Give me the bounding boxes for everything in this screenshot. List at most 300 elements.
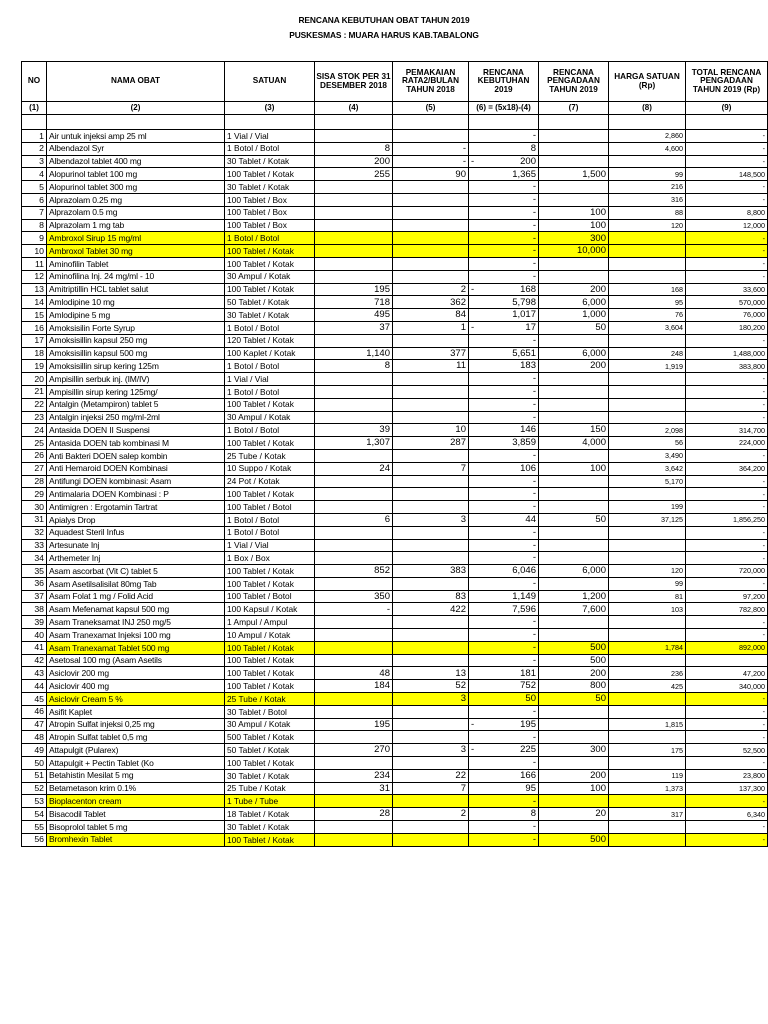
cell-usage: 52 bbox=[393, 680, 469, 693]
cell-no: 8 bbox=[22, 219, 47, 232]
cell-total: 314,700 bbox=[686, 424, 768, 437]
cell-stock bbox=[315, 616, 393, 629]
cell-no: 54 bbox=[22, 808, 47, 821]
negative-sign: - bbox=[471, 322, 475, 334]
cell-stock: 31 bbox=[315, 782, 393, 795]
cell-usage bbox=[393, 398, 469, 411]
cell-price bbox=[609, 833, 686, 846]
cell-no: 21 bbox=[22, 385, 47, 398]
cell-total: - bbox=[686, 245, 768, 258]
cell-unit: 100 Tablet / Box bbox=[225, 219, 315, 232]
cell-drug-name: Asiclovir 400 mg bbox=[47, 680, 225, 693]
cell-plan bbox=[539, 334, 609, 347]
cell-usage: 22 bbox=[393, 769, 469, 782]
cell-plan: 6,000 bbox=[539, 296, 609, 309]
cell-usage bbox=[393, 130, 469, 143]
cell-drug-name: Antalgin injeksi 250 mg/ml-2ml bbox=[47, 411, 225, 424]
cell-need: 44 bbox=[469, 513, 539, 526]
table-row bbox=[22, 462, 768, 475]
cell-unit: 30 Tablet / Kotak bbox=[225, 155, 315, 168]
cell-plan bbox=[539, 193, 609, 206]
cell-stock: 270 bbox=[315, 744, 393, 757]
cell-total: - bbox=[686, 629, 768, 642]
cell-plan bbox=[539, 501, 609, 514]
cell-need: 95 bbox=[469, 782, 539, 795]
cell-total: - bbox=[686, 334, 768, 347]
table-row bbox=[22, 629, 768, 642]
cell-stock bbox=[315, 833, 393, 846]
cell-drug-name: Bisacodil Tablet bbox=[47, 808, 225, 821]
cell-plan bbox=[539, 488, 609, 501]
table-row bbox=[22, 142, 768, 155]
cell-unit: 30 Tablet / Kotak bbox=[225, 181, 315, 194]
table-row bbox=[22, 449, 768, 462]
cell-usage: 90 bbox=[393, 168, 469, 181]
cell-usage bbox=[393, 488, 469, 501]
cell-stock bbox=[315, 475, 393, 488]
cell-need: - bbox=[469, 334, 539, 347]
cell-price bbox=[609, 616, 686, 629]
cell-no: 47 bbox=[22, 718, 47, 731]
cell-usage bbox=[393, 257, 469, 270]
cell-unit: 100 Tablet / Kotak bbox=[225, 833, 315, 846]
cell-unit: 1 Botol / Botol bbox=[225, 142, 315, 155]
cell-no: 16 bbox=[22, 321, 47, 334]
cell-drug-name: Albendazol Syr bbox=[47, 142, 225, 155]
cell-price: 3,642 bbox=[609, 462, 686, 475]
cell-unit: 25 Tube / Kotak bbox=[225, 693, 315, 706]
cell-no: 35 bbox=[22, 565, 47, 578]
cell-total: - bbox=[686, 718, 768, 731]
cell-drug-name: Atropin Sulfat tablet 0,5 mg bbox=[47, 731, 225, 744]
cell-need: 3,859 bbox=[469, 437, 539, 450]
cell-need: - bbox=[469, 475, 539, 488]
cell-need bbox=[469, 718, 539, 731]
table-row bbox=[22, 693, 768, 706]
cell-drug-name: Amoksisillin sirup kering 125m bbox=[47, 360, 225, 373]
need-value: 17 bbox=[525, 322, 536, 334]
cell-unit: 18 Tablet / Kotak bbox=[225, 808, 315, 821]
cell-stock bbox=[315, 705, 393, 718]
cell-stock bbox=[315, 193, 393, 206]
cell-no: 40 bbox=[22, 629, 47, 642]
cell-no: 32 bbox=[22, 526, 47, 539]
cell-need bbox=[469, 321, 539, 334]
cell-stock bbox=[315, 552, 393, 565]
cell-stock: 39 bbox=[315, 424, 393, 437]
cell-stock: 195 bbox=[315, 283, 393, 296]
table-row bbox=[22, 795, 768, 808]
cell-total: - bbox=[686, 833, 768, 846]
cell-total: - bbox=[686, 705, 768, 718]
cell-no: 10 bbox=[22, 245, 47, 258]
cell-stock: 852 bbox=[315, 565, 393, 578]
table-row bbox=[22, 270, 768, 283]
cell-total: - bbox=[686, 488, 768, 501]
table-row bbox=[22, 360, 768, 373]
cell-usage bbox=[393, 552, 469, 565]
cell-drug-name: Asifit Kaplet bbox=[47, 705, 225, 718]
cell-price: 168 bbox=[609, 283, 686, 296]
cell-usage: 287 bbox=[393, 437, 469, 450]
need-value: 200 bbox=[520, 155, 536, 167]
cell-stock bbox=[315, 449, 393, 462]
cell-usage: 3 bbox=[393, 744, 469, 757]
cell-unit: 100 Tablet / Box bbox=[225, 206, 315, 219]
cell-price bbox=[609, 245, 686, 258]
cell-need: - bbox=[469, 577, 539, 590]
col-header-usage: PEMAKAIAN RATA2/BULAN TAHUN 2018 bbox=[393, 62, 469, 102]
col-header-total: TOTAL RENCANA PENGADAAN TAHUN 2019 (Rp) bbox=[686, 62, 768, 102]
cell-stock bbox=[315, 693, 393, 706]
cell-stock bbox=[315, 385, 393, 398]
cell-usage bbox=[393, 334, 469, 347]
cell-drug-name: Asam ascorbat (Vit C) tablet 5 bbox=[47, 565, 225, 578]
cell-need: 7,596 bbox=[469, 603, 539, 616]
cell-usage bbox=[393, 795, 469, 808]
cell-plan bbox=[539, 539, 609, 552]
cell-total: - bbox=[686, 142, 768, 155]
cell-no: 50 bbox=[22, 757, 47, 770]
cell-stock: 37 bbox=[315, 321, 393, 334]
cell-total: - bbox=[686, 181, 768, 194]
cell-unit: 100 Tablet / Botol bbox=[225, 590, 315, 603]
cell-need: - bbox=[469, 257, 539, 270]
cell-unit: 30 Tablet / Botol bbox=[225, 705, 315, 718]
cell-plan bbox=[539, 577, 609, 590]
cell-need: - bbox=[469, 193, 539, 206]
cell-plan bbox=[539, 821, 609, 834]
cell-drug-name: Antasida DOEN tab kombinasi M bbox=[47, 437, 225, 450]
cell-usage bbox=[393, 181, 469, 194]
cell-need: - bbox=[469, 731, 539, 744]
need-value: 195 bbox=[520, 718, 536, 730]
cell-total: 383,800 bbox=[686, 360, 768, 373]
cell-drug-name: Alprazolam 0.25 mg bbox=[47, 193, 225, 206]
cell-need: - bbox=[469, 833, 539, 846]
cell-no: 1 bbox=[22, 130, 47, 143]
cell-need: - bbox=[469, 398, 539, 411]
cell-no: 39 bbox=[22, 616, 47, 629]
col-header-plan: RENCANA PENGADAAN TAHUN 2019 bbox=[539, 62, 609, 102]
cell-total: 782,800 bbox=[686, 603, 768, 616]
cell-unit: 1 Botol / Botol bbox=[225, 360, 315, 373]
table-row bbox=[22, 347, 768, 360]
cell-plan bbox=[539, 181, 609, 194]
cell-drug-name: Amlodipine 10 mg bbox=[47, 296, 225, 309]
table-row bbox=[22, 309, 768, 322]
cell-usage bbox=[393, 757, 469, 770]
cell-plan: 200 bbox=[539, 283, 609, 296]
cell-total: 1,856,250 bbox=[686, 513, 768, 526]
document-subtitle: PUSKESMAS : MUARA HARUS KAB.TABALONG bbox=[289, 30, 479, 40]
cell-unit: 100 Tablet / Kotak bbox=[225, 577, 315, 590]
cell-no: 14 bbox=[22, 296, 47, 309]
cell-total: - bbox=[686, 526, 768, 539]
table-row bbox=[22, 411, 768, 424]
cell-usage: 2 bbox=[393, 808, 469, 821]
cell-unit: 100 Tablet / Kotak bbox=[225, 654, 315, 667]
cell-total: 33,600 bbox=[686, 283, 768, 296]
cell-usage bbox=[393, 411, 469, 424]
cell-price: 99 bbox=[609, 168, 686, 181]
cell-total: - bbox=[686, 398, 768, 411]
cell-need: - bbox=[469, 373, 539, 386]
cell-price: 425 bbox=[609, 680, 686, 693]
cell-no: 11 bbox=[22, 257, 47, 270]
negative-sign: - bbox=[471, 283, 475, 295]
cell-usage: 3 bbox=[393, 513, 469, 526]
cell-total: 180,200 bbox=[686, 321, 768, 334]
cell-plan: 6,000 bbox=[539, 565, 609, 578]
cell-plan: 200 bbox=[539, 360, 609, 373]
cell-plan: 10,000 bbox=[539, 245, 609, 258]
col-header-stock: SISA STOK PER 31 DESEMBER 2018 bbox=[315, 62, 393, 102]
cell-drug-name: Amlodipine 5 mg bbox=[47, 309, 225, 322]
cell-plan bbox=[539, 757, 609, 770]
cell-price: 1,919 bbox=[609, 360, 686, 373]
cell-drug-name: Asam Tranexamat Injeksi 100 mg bbox=[47, 629, 225, 642]
col-number: (9) bbox=[686, 102, 768, 115]
cell-no: 43 bbox=[22, 667, 47, 680]
cell-need: - bbox=[469, 449, 539, 462]
cell-price: 236 bbox=[609, 667, 686, 680]
cell-total: - bbox=[686, 552, 768, 565]
cell-unit: 100 Tablet / Kotak bbox=[225, 245, 315, 258]
cell-need: - bbox=[469, 270, 539, 283]
cell-plan: 500 bbox=[539, 833, 609, 846]
cell-plan: 50 bbox=[539, 321, 609, 334]
cell-need: - bbox=[469, 219, 539, 232]
cell-stock bbox=[315, 373, 393, 386]
cell-no: 20 bbox=[22, 373, 47, 386]
cell-stock: 48 bbox=[315, 667, 393, 680]
cell-unit: 30 Ampul / Kotak bbox=[225, 411, 315, 424]
cell-unit: 30 Tablet / Kotak bbox=[225, 769, 315, 782]
cell-plan bbox=[539, 629, 609, 642]
cell-drug-name: Alopurinol tablet 300 mg bbox=[47, 181, 225, 194]
cell-no: 48 bbox=[22, 731, 47, 744]
cell-total: 97,200 bbox=[686, 590, 768, 603]
table-row bbox=[22, 283, 768, 296]
cell-drug-name: Asam Tranexamat Tablet 500 mg bbox=[47, 641, 225, 654]
cell-total: 570,000 bbox=[686, 296, 768, 309]
cell-unit: 1 Box / Box bbox=[225, 552, 315, 565]
cell-drug-name: Ampisillin sirup kering 125mg/ bbox=[47, 385, 225, 398]
cell-price: 95 bbox=[609, 296, 686, 309]
cell-drug-name: Attapulgit (Pularex) bbox=[47, 744, 225, 757]
cell-no: 6 bbox=[22, 193, 47, 206]
cell-unit: 500 Tablet / Kotak bbox=[225, 731, 315, 744]
cell-unit: 24 Pot / Kotak bbox=[225, 475, 315, 488]
cell-unit: 1 Botol / Botol bbox=[225, 424, 315, 437]
cell-need: - bbox=[469, 821, 539, 834]
cell-plan bbox=[539, 475, 609, 488]
cell-usage bbox=[393, 833, 469, 846]
cell-stock: 350 bbox=[315, 590, 393, 603]
col-number: (1) bbox=[22, 102, 47, 115]
table-row bbox=[22, 424, 768, 437]
cell-drug-name: Anti Bakteri DOEN salep kombin bbox=[47, 449, 225, 462]
cell-drug-name: Alopurinol tablet 100 mg bbox=[47, 168, 225, 181]
need-value: 168 bbox=[520, 283, 536, 295]
cell-plan: 300 bbox=[539, 744, 609, 757]
table-row bbox=[22, 296, 768, 309]
cell-need: - bbox=[469, 245, 539, 258]
cell-stock bbox=[315, 270, 393, 283]
cell-plan: 1,500 bbox=[539, 168, 609, 181]
cell-price: 56 bbox=[609, 437, 686, 450]
cell-price bbox=[609, 552, 686, 565]
cell-total: - bbox=[686, 193, 768, 206]
cell-usage: 11 bbox=[393, 360, 469, 373]
cell-no: 2 bbox=[22, 142, 47, 155]
cell-no: 12 bbox=[22, 270, 47, 283]
cell-usage bbox=[393, 577, 469, 590]
cell-total: 148,500 bbox=[686, 168, 768, 181]
cell-no: 9 bbox=[22, 232, 47, 245]
cell-need: - bbox=[469, 795, 539, 808]
cell-drug-name: Antalgin (Metampiron) tablet 5 bbox=[47, 398, 225, 411]
col-number: (7) bbox=[539, 102, 609, 115]
cell-stock: 200 bbox=[315, 155, 393, 168]
table-row bbox=[22, 680, 768, 693]
cell-no: 19 bbox=[22, 360, 47, 373]
table-row bbox=[22, 437, 768, 450]
cell-no: 31 bbox=[22, 513, 47, 526]
table-row bbox=[22, 475, 768, 488]
cell-drug-name: Betametason krim 0.1% bbox=[47, 782, 225, 795]
cell-total: - bbox=[686, 539, 768, 552]
cell-price: 3,604 bbox=[609, 321, 686, 334]
cell-total: - bbox=[686, 757, 768, 770]
cell-usage bbox=[393, 232, 469, 245]
cell-total: - bbox=[686, 731, 768, 744]
cell-need: 1,365 bbox=[469, 168, 539, 181]
cell-no: 51 bbox=[22, 769, 47, 782]
cell-total: 892,000 bbox=[686, 641, 768, 654]
cell-need: 183 bbox=[469, 360, 539, 373]
cell-price: 103 bbox=[609, 603, 686, 616]
cell-unit: 30 Tablet / Kotak bbox=[225, 821, 315, 834]
table-row bbox=[22, 385, 768, 398]
cell-no: 52 bbox=[22, 782, 47, 795]
cell-usage: 422 bbox=[393, 603, 469, 616]
cell-no: 24 bbox=[22, 424, 47, 437]
cell-total bbox=[686, 654, 768, 667]
cell-total: - bbox=[686, 577, 768, 590]
cell-usage: 3 bbox=[393, 693, 469, 706]
cell-no: 33 bbox=[22, 539, 47, 552]
table-row bbox=[22, 219, 768, 232]
cell-drug-name: Asam Traneksamat INJ 250 mg/5 bbox=[47, 616, 225, 629]
cell-price: 175 bbox=[609, 744, 686, 757]
cell-total: - bbox=[686, 257, 768, 270]
cell-drug-name: Ambroxol Tablet 30 mg bbox=[47, 245, 225, 258]
table-row bbox=[22, 513, 768, 526]
cell-plan bbox=[539, 731, 609, 744]
cell-need: - bbox=[469, 641, 539, 654]
cell-plan: 7,600 bbox=[539, 603, 609, 616]
cell-plan bbox=[539, 398, 609, 411]
cell-no: 34 bbox=[22, 552, 47, 565]
table-row bbox=[22, 168, 768, 181]
cell-usage: 1 bbox=[393, 321, 469, 334]
cell-need: 1,149 bbox=[469, 590, 539, 603]
cell-plan bbox=[539, 270, 609, 283]
cell-usage bbox=[393, 501, 469, 514]
cell-no: 28 bbox=[22, 475, 47, 488]
table-row bbox=[22, 193, 768, 206]
cell-drug-name: Antimigren : Ergotamin Tartrat bbox=[47, 501, 225, 514]
cell-drug-name: Asetosal 100 mg (Asam Asetils bbox=[47, 654, 225, 667]
cell-need: 5,798 bbox=[469, 296, 539, 309]
cell-price: 216 bbox=[609, 181, 686, 194]
cell-unit: 30 Ampul / Kotak bbox=[225, 718, 315, 731]
cell-plan bbox=[539, 155, 609, 168]
cell-stock: - bbox=[315, 603, 393, 616]
cell-price: 316 bbox=[609, 193, 686, 206]
cell-no: 4 bbox=[22, 168, 47, 181]
cell-stock bbox=[315, 206, 393, 219]
col-header-unit: SATUAN bbox=[225, 62, 315, 102]
cell-stock bbox=[315, 181, 393, 194]
cell-unit: 1 Botol / Botol bbox=[225, 513, 315, 526]
cell-stock: 234 bbox=[315, 769, 393, 782]
cell-drug-name: Alprazolam 1 mg tab bbox=[47, 219, 225, 232]
cell-drug-name: Antimalaria DOEN Kombinasi : P bbox=[47, 488, 225, 501]
cell-plan: 500 bbox=[539, 641, 609, 654]
cell-stock bbox=[315, 821, 393, 834]
cell-no: 17 bbox=[22, 334, 47, 347]
cell-no: 13 bbox=[22, 283, 47, 296]
cell-drug-name: Aminofilina Inj. 24 mg/ml - 10 bbox=[47, 270, 225, 283]
cell-need: 146 bbox=[469, 424, 539, 437]
cell-stock bbox=[315, 488, 393, 501]
col-header-price: HARGA SATUAN (Rp) bbox=[609, 62, 686, 102]
table-row bbox=[22, 373, 768, 386]
cell-drug-name: Asam Folat 1 mg / Folid Acid bbox=[47, 590, 225, 603]
cell-unit: 120 Tablet / Kotak bbox=[225, 334, 315, 347]
cell-stock: 28 bbox=[315, 808, 393, 821]
cell-no: 55 bbox=[22, 821, 47, 834]
cell-usage bbox=[393, 193, 469, 206]
cell-drug-name: Alprazolam 0.5 mg bbox=[47, 206, 225, 219]
cell-drug-name: Antasida DOEN II Suspensi bbox=[47, 424, 225, 437]
cell-unit: 1 Botol / Botol bbox=[225, 232, 315, 245]
cell-usage bbox=[393, 245, 469, 258]
cell-plan bbox=[539, 449, 609, 462]
table-row bbox=[22, 552, 768, 565]
cell-total: 364,200 bbox=[686, 462, 768, 475]
cell-price bbox=[609, 334, 686, 347]
cell-stock bbox=[315, 577, 393, 590]
cell-drug-name: Amitriptillin HCL tablet salut bbox=[47, 283, 225, 296]
cell-price: 317 bbox=[609, 808, 686, 821]
cell-total: 76,000 bbox=[686, 309, 768, 322]
cell-no: 7 bbox=[22, 206, 47, 219]
negative-sign: - bbox=[471, 718, 475, 730]
cell-no: 22 bbox=[22, 398, 47, 411]
cell-unit: 50 Tablet / Kotak bbox=[225, 744, 315, 757]
cell-drug-name: Asam Mefenamat kapsul 500 mg bbox=[47, 603, 225, 616]
cell-stock bbox=[315, 398, 393, 411]
col-number: (3) bbox=[225, 102, 315, 115]
cell-need: - bbox=[469, 385, 539, 398]
cell-stock: 8 bbox=[315, 360, 393, 373]
table-row bbox=[22, 539, 768, 552]
cell-total: 8,800 bbox=[686, 206, 768, 219]
